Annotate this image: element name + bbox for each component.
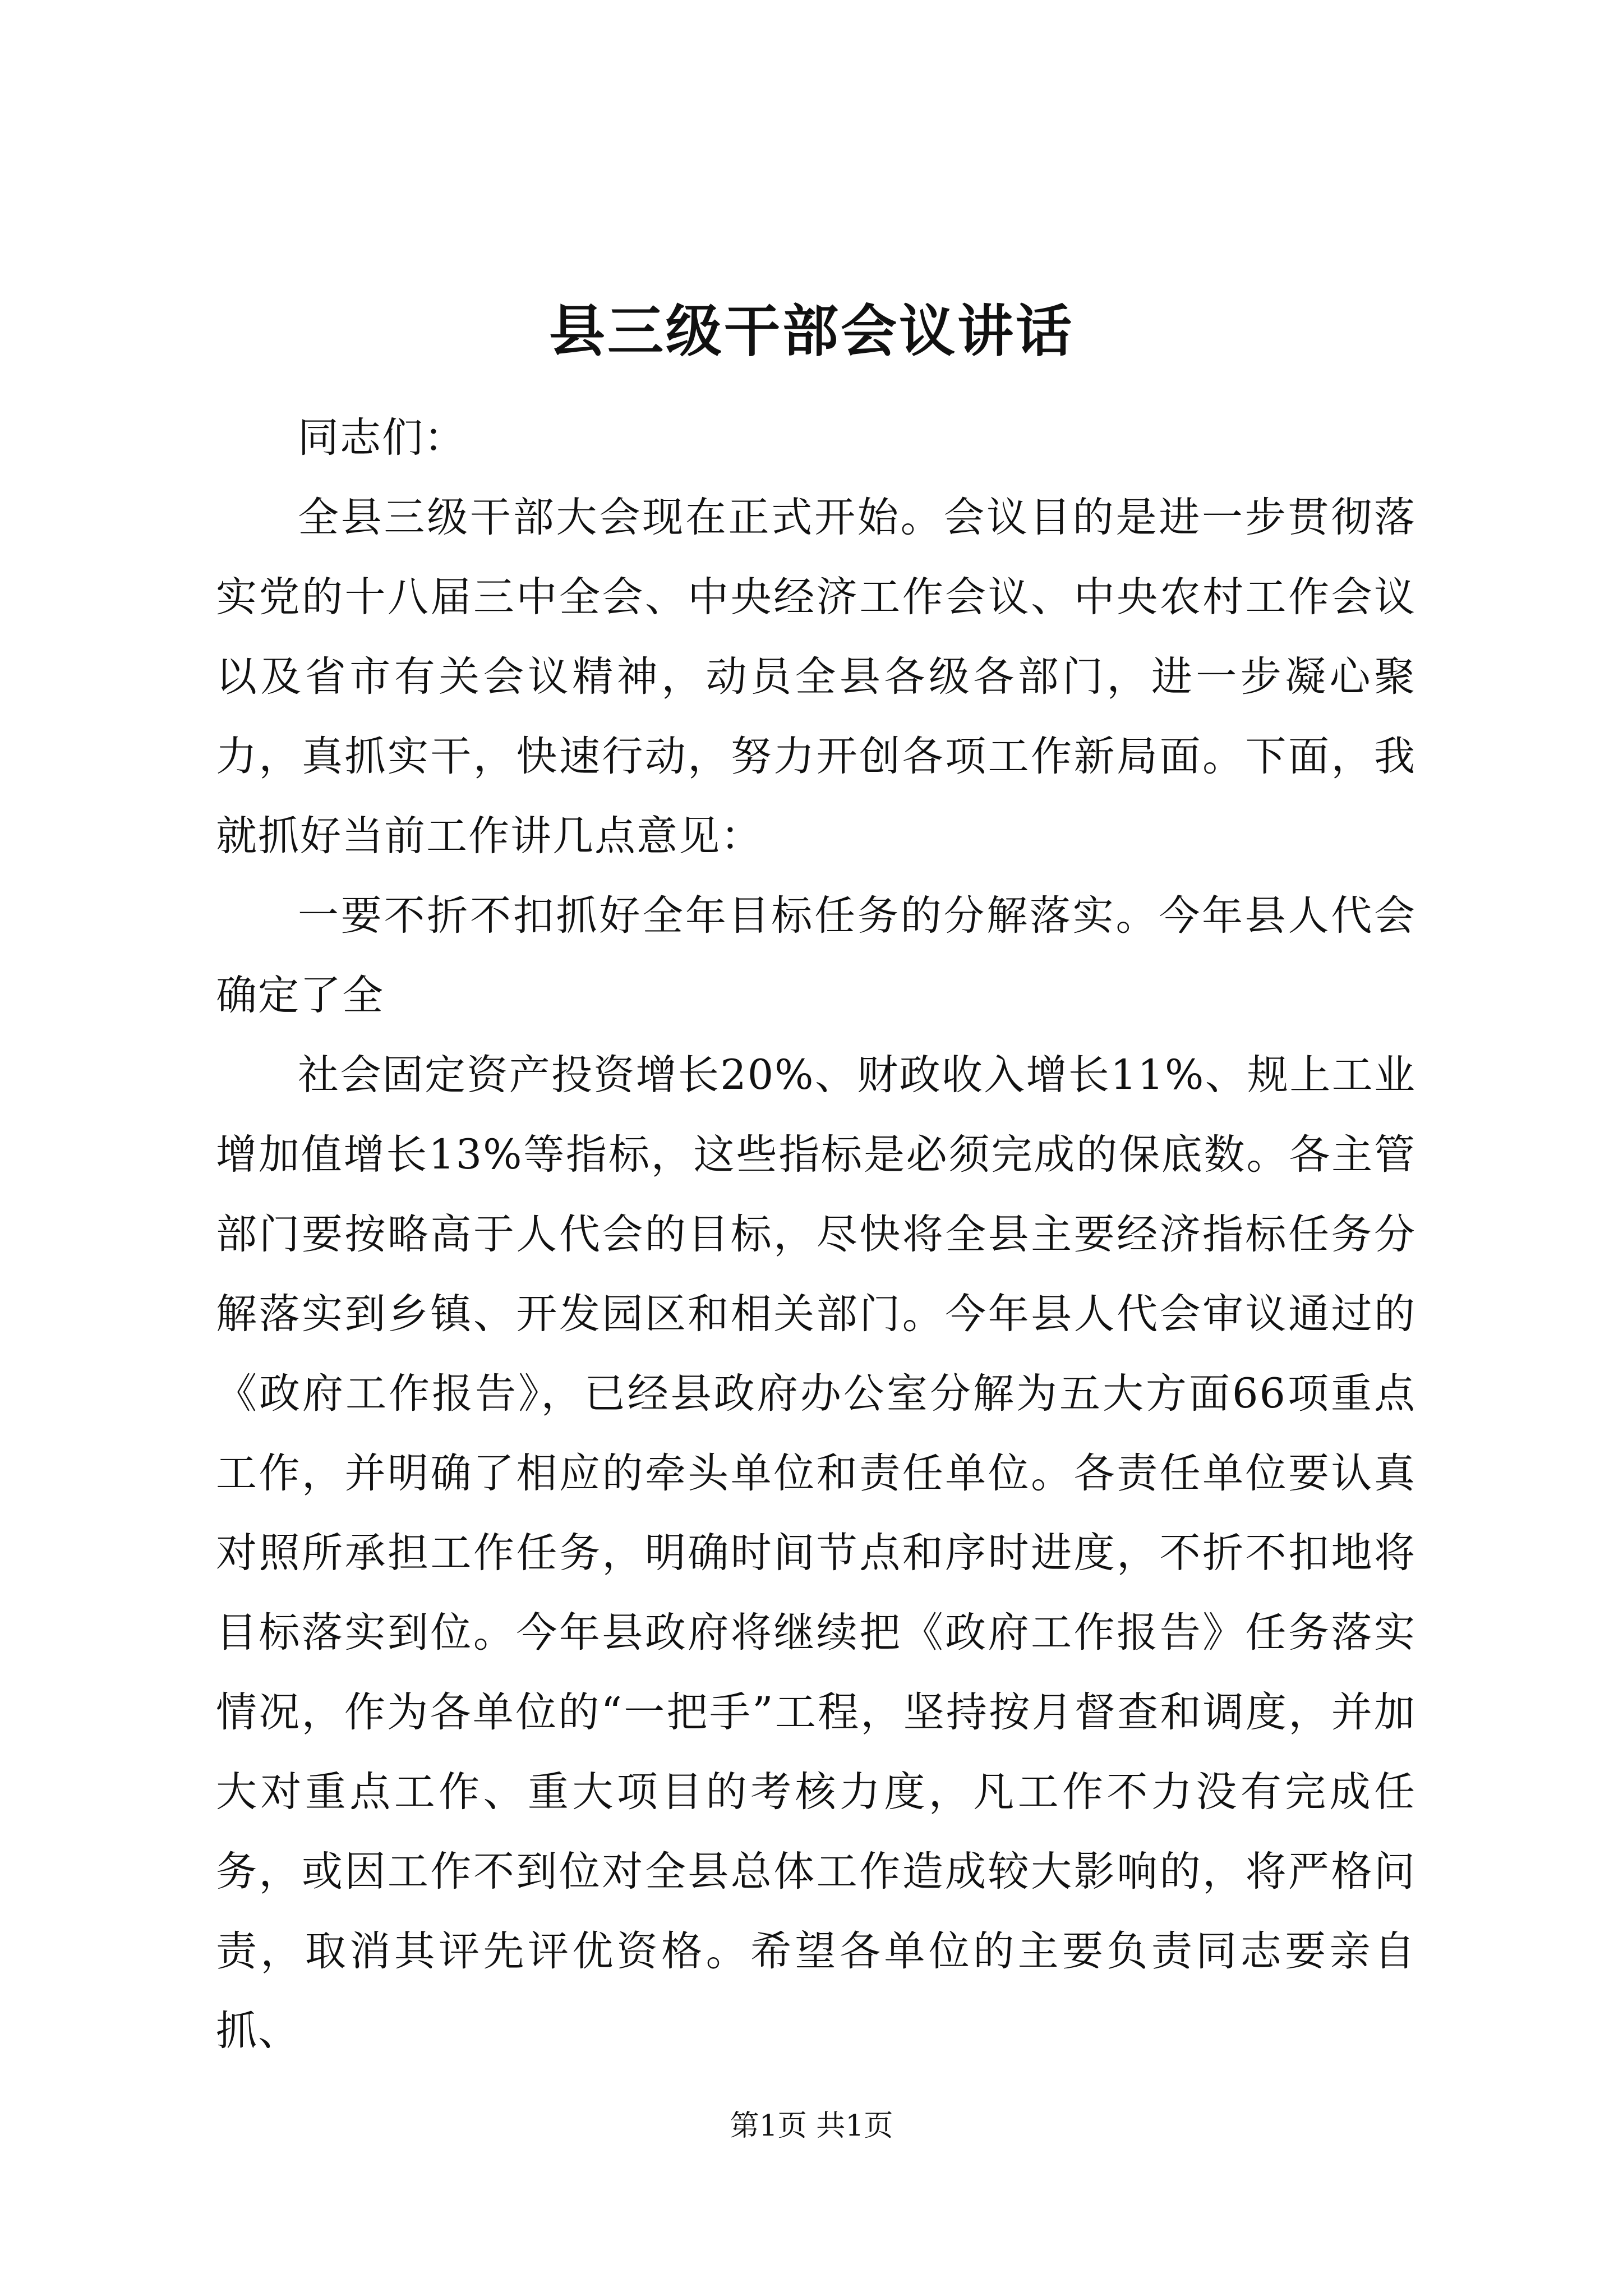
page-number-footer: 第1页 共1页 — [730, 2109, 893, 2143]
document-title: 县三级干部会议讲话 — [549, 298, 1074, 364]
intro-paragraph: 全县三级干部大会现在正式开始。会议目的是进一步贯彻落实党的十八届三中全会、中央经济工作会议、中央农村工作会议以及省市有关会议精神，动员全县各级各部门，进一步凝心聚力，真抓实干，快速行动，努力开创各项工作新局面。下面，我就抓好当前工作讲几点意见： — [216, 494, 1416, 860]
salutation-paragraph: 同志们： — [298, 414, 466, 462]
targets-paragraph: 社会固定资产投资增长20%、财政收入增长11%、规上工业增加值增长13%等指标，这些指标是必须完成的保底数。各主管部门要按略高于人代会的目标，尽快将全县主要经济指标任务分解落实到乡镇、开发园区和相关部门。今年县人代会审议通过的《政府工作报告》，已经县政府办公室分解为五大方面66项重点工作，并明确了相应的牵头单位和责任单位。各责任单位要认真对照所承担工作任务，明确时间节点和序时进度，不折不扣地将目标落实到位。今年县政府将继续把《政府工作报告》任务落实情况，作为各单位的“一把手”工程，坚持按月督查和调度，并加大对重点工作、重大项目的考核力度，凡工作不力没有完成任务，或因工作不到位对全县总体工作造成较大影响的，将严格问责，取消其评先评优资格。希望各单位的主要负责同志要亲自抓、 — [216, 1051, 1416, 2055]
document-body — [216, 398, 1416, 2071]
point-one-paragraph: 一要不折不扣抓好全年目标任务的分解落实。今年县人代会确定了全 — [216, 892, 1416, 1019]
